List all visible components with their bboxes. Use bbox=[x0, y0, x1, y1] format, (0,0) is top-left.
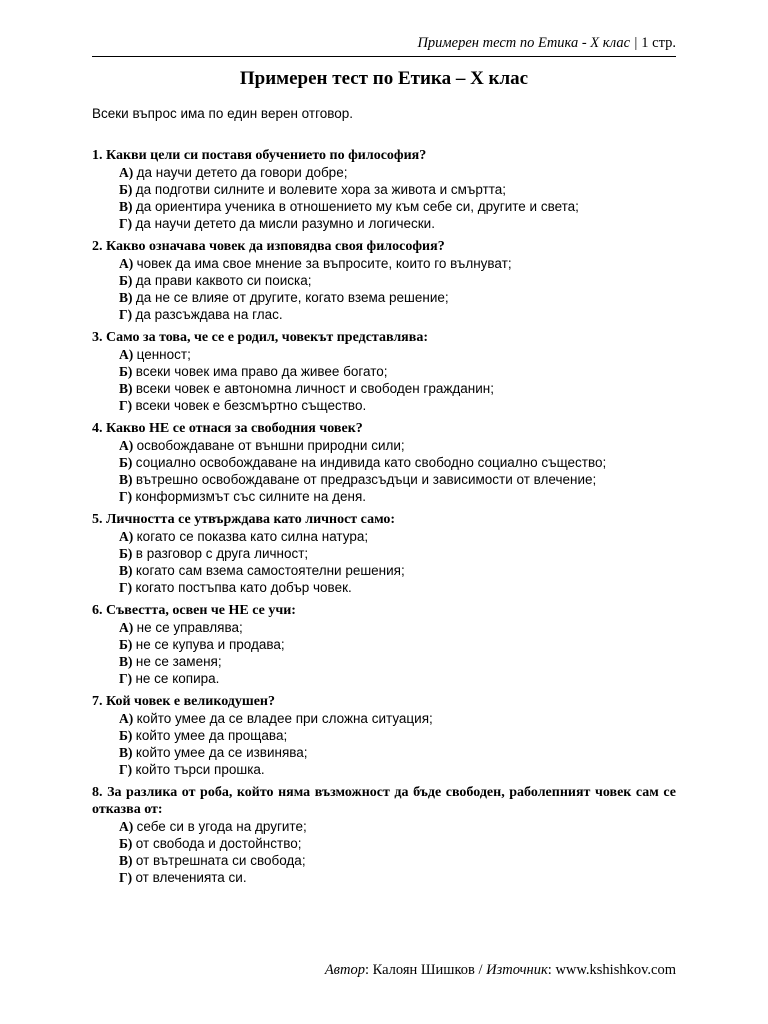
answer-option bbox=[119, 579, 676, 596]
option-text: когато се показва като силна натура; bbox=[136, 529, 369, 544]
answer-option bbox=[119, 835, 676, 852]
question-number: 3. bbox=[92, 330, 103, 345]
footer: Автор: Калоян Шишков / Източник: www.kshishkov.com bbox=[324, 962, 676, 978]
answer-option bbox=[119, 181, 676, 198]
option-text: който умее да се владее при сложна ситуация; bbox=[136, 711, 433, 726]
option-letter: Б) bbox=[119, 455, 133, 470]
answer-option bbox=[119, 670, 676, 687]
option-text: в разговор с друга личност; bbox=[135, 546, 309, 561]
option-letter: А) bbox=[119, 165, 134, 180]
answer-option bbox=[119, 363, 676, 380]
option-text: да прави каквото си поиска; bbox=[135, 273, 312, 288]
option-letter: В) bbox=[119, 654, 133, 669]
question-text bbox=[92, 420, 676, 437]
option-letter: Б) bbox=[119, 637, 133, 652]
option-text: да ориентира ученика в отношението му към себе си, другите и света; bbox=[135, 199, 579, 214]
answer-options bbox=[119, 346, 676, 414]
option-letter: Г) bbox=[119, 671, 133, 686]
question-text bbox=[92, 784, 676, 818]
option-letter: А) bbox=[119, 256, 134, 271]
answer-option bbox=[119, 164, 676, 181]
option-letter: В) bbox=[119, 563, 133, 578]
question-number: 2. bbox=[92, 239, 103, 254]
answer-option bbox=[119, 380, 676, 397]
question-number: 1. bbox=[92, 148, 103, 163]
option-text: от влеченията си. bbox=[135, 870, 247, 885]
question-text bbox=[92, 329, 676, 346]
option-letter: Г) bbox=[119, 762, 133, 777]
question-2 bbox=[92, 238, 676, 323]
option-letter: В) bbox=[119, 381, 133, 396]
option-letter: А) bbox=[119, 711, 134, 726]
answer-options bbox=[119, 619, 676, 687]
option-letter: Г) bbox=[119, 398, 133, 413]
page-number: 1 стр. bbox=[641, 35, 676, 51]
option-letter: Б) bbox=[119, 182, 133, 197]
question-text bbox=[92, 511, 676, 528]
option-text: конформизмът със силните на деня. bbox=[135, 489, 367, 504]
author-label: Автор bbox=[324, 962, 365, 978]
document-title: Примерен тест по Етика – X клас bbox=[239, 68, 529, 89]
option-letter: В) bbox=[119, 290, 133, 305]
question-list bbox=[92, 147, 676, 892]
option-letter: А) bbox=[119, 438, 134, 453]
answer-option bbox=[119, 562, 676, 579]
question-label: Личността се утвърждава като личност само: bbox=[106, 512, 396, 527]
author-name: Калоян Шишков bbox=[372, 962, 475, 978]
option-text: който умее да прощава; bbox=[135, 728, 288, 743]
answer-option bbox=[119, 488, 676, 505]
option-text: да разсъждава на глас. bbox=[135, 307, 283, 322]
option-text: освобождаване от външни природни сили; bbox=[136, 438, 405, 453]
question-4 bbox=[92, 420, 676, 505]
answer-option bbox=[119, 471, 676, 488]
answer-options bbox=[119, 437, 676, 505]
answer-option bbox=[119, 528, 676, 545]
question-label: Кой човек е великодушен? bbox=[106, 694, 275, 709]
question-7 bbox=[92, 693, 676, 778]
option-letter: Г) bbox=[119, 489, 133, 504]
header-title: Примерен тест по Етика - X клас bbox=[417, 35, 631, 51]
option-letter: Б) bbox=[119, 546, 133, 561]
option-letter: Г) bbox=[119, 580, 133, 595]
option-text: от вътрешната си свобода; bbox=[135, 853, 306, 868]
option-text: не се заменя; bbox=[135, 654, 222, 669]
option-text: който търси прошка. bbox=[135, 762, 265, 777]
answer-option bbox=[119, 272, 676, 289]
answer-option bbox=[119, 636, 676, 653]
option-text: не се копира. bbox=[135, 671, 220, 686]
question-number: 4. bbox=[92, 421, 103, 436]
option-text: ценност; bbox=[136, 347, 191, 362]
question-number: 6. bbox=[92, 603, 103, 618]
answer-option bbox=[119, 198, 676, 215]
answer-option bbox=[119, 454, 676, 471]
source-label: Източник bbox=[486, 962, 548, 978]
answer-options bbox=[119, 255, 676, 323]
answer-options bbox=[119, 710, 676, 778]
option-letter: Б) bbox=[119, 728, 133, 743]
option-letter: В) bbox=[119, 853, 133, 868]
answer-option bbox=[119, 744, 676, 761]
question-number: 5. bbox=[92, 512, 103, 527]
option-letter: Г) bbox=[119, 307, 133, 322]
question-text bbox=[92, 602, 676, 619]
answer-option bbox=[119, 852, 676, 869]
question-number: 8. bbox=[92, 785, 103, 800]
question-8 bbox=[92, 784, 676, 886]
answer-options bbox=[119, 164, 676, 232]
question-label: За разлика от роба, който няма възможност да бъде свободен, раболепният човек сам се отказва от: bbox=[92, 785, 677, 817]
option-letter: Б) bbox=[119, 836, 133, 851]
source-link[interactable]: www.kshishkov.com bbox=[555, 962, 676, 978]
question-label: Съвестта, освен че НЕ се учи: bbox=[106, 603, 296, 618]
answer-option bbox=[119, 761, 676, 778]
option-text: всеки човек е автономна личност и свободен гражданин; bbox=[135, 381, 494, 396]
question-label: Какво означава човек да изповядва своя философия? bbox=[106, 239, 445, 254]
answer-option bbox=[119, 818, 676, 835]
question-label: Какви цели си поставя обучението по философия? bbox=[106, 148, 427, 163]
answer-option bbox=[119, 869, 676, 886]
question-5 bbox=[92, 511, 676, 596]
option-letter: А) bbox=[119, 819, 134, 834]
answer-option bbox=[119, 346, 676, 363]
answer-options bbox=[119, 818, 676, 886]
question-number: 7. bbox=[92, 694, 103, 709]
running-header bbox=[417, 35, 676, 52]
option-text: не се купува и продава; bbox=[135, 637, 285, 652]
option-letter: Г) bbox=[119, 216, 133, 231]
option-letter: Б) bbox=[119, 273, 133, 288]
option-letter: А) bbox=[119, 620, 134, 635]
option-letter: А) bbox=[119, 347, 134, 362]
option-text: когато постъпва като добър човек. bbox=[135, 580, 352, 595]
option-text: да подготви силните и волевите хора за живота и смъртта; bbox=[135, 182, 507, 197]
answer-option bbox=[119, 619, 676, 636]
option-text: социално освобождаване на индивида като свободно социално същество; bbox=[135, 455, 607, 470]
answer-option bbox=[119, 255, 676, 272]
answer-option bbox=[119, 727, 676, 744]
question-text bbox=[92, 238, 676, 255]
option-text: който умее да се извинява; bbox=[135, 745, 308, 760]
answer-options bbox=[119, 528, 676, 596]
instructions: Всеки въпрос има по един верен отговор. bbox=[92, 106, 354, 121]
option-text: от свобода и достойнство; bbox=[135, 836, 302, 851]
answer-option bbox=[119, 397, 676, 414]
option-text: себе си в угода на другите; bbox=[136, 819, 307, 834]
question-text bbox=[92, 693, 676, 710]
answer-option bbox=[119, 653, 676, 670]
answer-option bbox=[119, 306, 676, 323]
option-text: вътрешно освобождаване от предразсъдъци и зависимости от влечение; bbox=[135, 472, 597, 487]
option-text: всеки човек е безсмъртно същество. bbox=[135, 398, 367, 413]
option-letter: Б) bbox=[119, 364, 133, 379]
answer-option bbox=[119, 710, 676, 727]
answer-option bbox=[119, 289, 676, 306]
question-label: Какво НЕ се отнася за свободния човек? bbox=[106, 421, 363, 436]
question-label: Само за това, че се е родил, човекът представлява: bbox=[106, 330, 428, 345]
question-3 bbox=[92, 329, 676, 414]
option-letter: А) bbox=[119, 529, 134, 544]
option-text: да научи детето да говори добре; bbox=[136, 165, 348, 180]
question-6 bbox=[92, 602, 676, 687]
answer-option bbox=[119, 437, 676, 454]
answer-option bbox=[119, 215, 676, 232]
answer-option bbox=[119, 545, 676, 562]
option-text: човек да има свое мнение за въпросите, които го вълнуват; bbox=[136, 256, 512, 271]
option-text: когато сам взема самостоятелни решения; bbox=[135, 563, 405, 578]
option-letter: В) bbox=[119, 472, 133, 487]
option-text: да не се влияе от другите, когато взема решение; bbox=[135, 290, 449, 305]
option-text: да научи детето да мисли разумно и логически. bbox=[135, 216, 435, 231]
option-text: не се управлява; bbox=[136, 620, 243, 635]
option-letter: В) bbox=[119, 199, 133, 214]
option-letter: В) bbox=[119, 745, 133, 760]
header-rule bbox=[92, 56, 676, 57]
header-separator: | bbox=[630, 35, 642, 51]
option-letter: Г) bbox=[119, 870, 133, 885]
option-text: всеки човек има право да живее богато; bbox=[135, 364, 388, 379]
question-text bbox=[92, 147, 676, 164]
question-1 bbox=[92, 147, 676, 232]
